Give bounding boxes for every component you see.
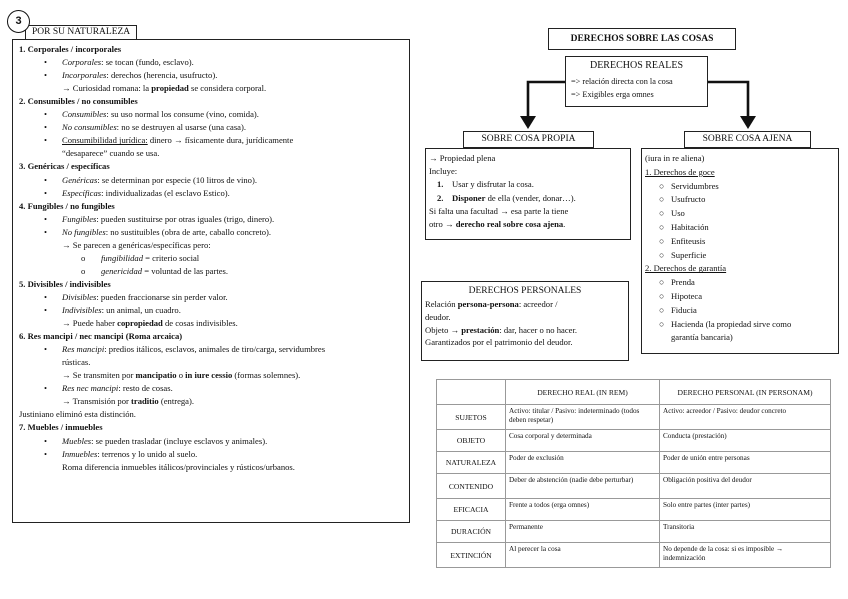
table-row [437, 474, 831, 499]
text-run: → Puede haber [62, 318, 118, 329]
section-heading [19, 331, 182, 341]
list-item [659, 318, 792, 329]
derechos-reales-line2: => Exigibles erga omnes [571, 90, 654, 99]
text-run: : se determinan por especie (10 litros de vino). [97, 174, 257, 185]
text-run: prestación [461, 324, 500, 335]
text-run: Hacienda (la propiedad sirve como [671, 318, 792, 329]
table-cell: No depende de la cosa: si es imposible → indemnización [660, 543, 831, 568]
bullet-marker: • [44, 226, 48, 237]
text-run: → Transmisión por [62, 396, 132, 407]
text-run: Genéricas [62, 174, 98, 185]
table-column-header: DERECHO REAL (IN REM) [506, 380, 660, 405]
table-cell: Cosa corporal y determinada [506, 430, 660, 452]
text-run: 2. Consumibles / no consumibles [19, 96, 138, 107]
cosa-propia-box [425, 148, 631, 240]
derechos-personales-box [421, 281, 629, 361]
text-run: Consumibilidad jurídica: [62, 135, 148, 146]
text-run: : un animal, un cuadro. [101, 305, 181, 315]
table-row [437, 430, 831, 452]
list-item [62, 240, 211, 250]
bullet-marker: • [44, 70, 48, 81]
text-run: : terrenos y lo unido al suelo. [97, 448, 198, 459]
section-heading [19, 422, 103, 432]
list-item [429, 166, 457, 176]
table-row [437, 405, 831, 430]
text-run: Disponer [452, 192, 486, 203]
text-run: Superficie [671, 249, 707, 260]
text-run: se considera corporal. [188, 83, 267, 94]
table-corner-cell [437, 380, 506, 405]
text-run: derecho real sobre cosa ajena [455, 219, 564, 229]
text-run: : se pueden trasladar (incluye esclavos y animales). [91, 435, 268, 446]
table-row [437, 452, 831, 474]
text-run: : individualizadas (el esclavo Estico). [101, 187, 230, 198]
list-item [425, 299, 557, 309]
circle-bullet-marker: ○ [659, 249, 665, 260]
list-item [62, 462, 295, 472]
list-item [429, 153, 495, 163]
text-run: No consumibles [62, 122, 117, 133]
list-item [62, 357, 90, 367]
text-run: 6. Res mancipi / nec mancipi (Roma arcaica) [19, 331, 183, 342]
list-item [659, 304, 697, 315]
bullet-marker: • [44, 174, 48, 185]
comparison-table [436, 379, 831, 568]
text-run: 1. Corporales / incorporales [19, 44, 122, 54]
reales-arrows [500, 60, 800, 140]
text-run: → Se transmiten por [62, 370, 136, 381]
text-run: rústicas. [62, 357, 91, 368]
circle-bullet-marker: ○ [659, 318, 665, 329]
bullet-marker: • [44, 448, 48, 459]
table-row-label: NATURALEZA [437, 452, 506, 474]
text-run: Si falta una facultad → esa parte la tiene [429, 205, 569, 216]
table-row-label: EFICACIA [437, 499, 506, 521]
text-run: 5. Divisibles / indivisibles [19, 278, 111, 289]
list-item [44, 448, 198, 459]
list-item [44, 344, 326, 355]
bullet-marker: • [44, 435, 48, 446]
text-run: = criterio social [143, 252, 200, 263]
table-cell: Al perecer la cosa [506, 543, 660, 568]
circle-bullet-marker: o [81, 252, 86, 263]
list-item [659, 194, 706, 205]
text-run: Uso [671, 208, 685, 219]
table-cell: Transitoria [660, 521, 831, 543]
circle-bullet-marker: ○ [659, 180, 665, 191]
text-run: (formas solemnes). [232, 370, 301, 381]
text-run: No fungibles [62, 226, 106, 237]
list-item [425, 337, 572, 347]
list-item [44, 135, 294, 146]
text-run: Roma diferencia inmuebles itálicos/provinciales y rústicos/urbanos. [62, 461, 295, 472]
bullet-marker: • [44, 291, 48, 302]
text-run: → Curiosidad romana: la [62, 83, 152, 94]
text-run: 4. Fungibles / no fungibles [19, 200, 115, 211]
text-run: Fungibles [62, 213, 97, 224]
text-run: 3. Genéricas / específicas [19, 161, 110, 172]
text-run: Divisibles [62, 291, 97, 302]
text-run: Objeto → [425, 324, 462, 335]
text-run: fungibilidad [101, 252, 144, 263]
circle-bullet-marker: o [81, 265, 86, 276]
table-cell: Solo entre partes (inter partes) [660, 499, 831, 521]
text-run: Consumibles [62, 109, 107, 120]
text-run: genericidad [101, 265, 143, 276]
table-row [437, 499, 831, 521]
circle-bullet-marker: ○ [659, 194, 665, 205]
circle-bullet-marker: ○ [659, 304, 665, 315]
table-cell: Permanente [506, 521, 660, 543]
text-run: propiedad [151, 83, 189, 94]
derechos-cosas-title: DERECHOS SOBRE LAS COSAS [548, 28, 736, 50]
text-run: (entrega). [158, 396, 195, 407]
text-run: : no sustituibles (obra de arte, caballo concreto). [105, 226, 272, 237]
cosa-ajena-header: SOBRE COSA AJENA [684, 131, 811, 148]
table-row [437, 521, 831, 543]
text-run: de ella (vender, donar…). [485, 192, 576, 203]
list-item [645, 153, 704, 163]
text-run: Corporales [62, 57, 102, 68]
text-run: dinero → físicamente dura, jurídicamente [147, 135, 294, 146]
cosa-ajena-box [641, 148, 839, 354]
bullet-marker: • [44, 122, 48, 133]
bullet-marker: • [44, 187, 48, 198]
bullet-marker: • [44, 305, 48, 315]
table-cell: Frente a todos (erga omnes) [506, 499, 660, 521]
list-item [62, 370, 300, 380]
list-item [62, 83, 266, 93]
list-item [19, 409, 136, 419]
derechos-personales-content [425, 299, 626, 358]
text-run: : no se destruyen al usarse (una casa). [116, 122, 247, 133]
bullet-marker: • [44, 57, 48, 68]
bullet-marker: • [44, 344, 48, 355]
list-item [44, 109, 259, 120]
text-run: otro → [429, 219, 456, 229]
list-item [44, 226, 272, 237]
table-row-label: EXTINCIÓN [437, 543, 506, 568]
circle-bullet-marker: ○ [659, 277, 665, 288]
bullet-marker: • [44, 135, 48, 146]
text-run: Garantizados por el patrimonio del deudor. [425, 337, 573, 348]
text-run: Servidumbres [671, 180, 719, 191]
list-item [437, 179, 534, 190]
text-run: Inmuebles [62, 448, 98, 459]
number-marker: 2. [437, 192, 444, 203]
text-run: : su uso normal los consume (vino, comida). [106, 109, 259, 120]
circle-bullet-marker: ○ [659, 235, 665, 246]
text-run: : pueden sustituirse por otras iguales (trigo, dinero). [96, 213, 275, 224]
table-cell: Activo: acreedor / Pasivo: deudor concreto [660, 405, 831, 430]
list-item [429, 219, 565, 229]
list-item [671, 332, 733, 342]
text-run: : acreedor / [518, 299, 558, 309]
list-item [62, 396, 194, 406]
text-run: : dar, hacer o no hacer. [499, 324, 578, 335]
circle-bullet-marker: ○ [659, 222, 665, 232]
table-cell: Poder de unión entre personas [660, 452, 831, 474]
text-run: Incorporales [62, 70, 107, 81]
table-cell: Obligación positiva del deudor [660, 474, 831, 499]
list-item [425, 312, 451, 322]
table-row-label: CONTENIDO [437, 474, 506, 499]
table-column-header: DERECHO PERSONAL (IN PERSONAM) [660, 380, 831, 405]
text-run: Específicas [62, 187, 102, 198]
text-run: : derechos (herencia, usufructo). [106, 70, 218, 81]
list-item [659, 235, 706, 246]
text-run: Relación [425, 299, 458, 309]
table-cell: Conducta (prestación) [660, 430, 831, 452]
bullet-marker: • [44, 109, 48, 120]
text-run: : se tocan (fundo, esclavo). [101, 57, 194, 68]
cosa-propia-header: SOBRE COSA PROPIA [463, 131, 594, 148]
text-run: . [563, 219, 566, 229]
text-run: 1. Derechos de goce [645, 166, 715, 177]
list-item [44, 187, 230, 198]
section-heading [19, 96, 138, 106]
list-item [44, 383, 173, 394]
table-row-label: DURACIÓN [437, 521, 506, 543]
text-run: mancipatio [135, 370, 177, 381]
list-item [645, 263, 726, 273]
text-run: : resto de cosas. [118, 383, 173, 394]
list-item [44, 174, 257, 185]
arrow-right-head [740, 116, 756, 129]
arrow-right-line [708, 82, 748, 118]
list-item [645, 167, 715, 177]
circle-bullet-marker: ○ [659, 208, 665, 219]
text-run: Justiniano eliminó esta distinción. [19, 409, 136, 420]
text-run: : pueden fraccionarse sin perder valor. [96, 291, 228, 302]
table-body [437, 405, 831, 568]
text-run: : predios itálicos, esclavos, animales de tiro/carga, servidumbres [104, 344, 326, 355]
text-run: in iure cessio [185, 370, 233, 381]
list-item [44, 305, 181, 315]
text-run: copropiedad [117, 318, 163, 329]
list-item [425, 325, 577, 335]
section-heading [19, 279, 111, 289]
arrow-left-head [520, 116, 536, 129]
list-item [437, 192, 576, 203]
list-item [44, 70, 218, 81]
text-run: garantía bancaria) [671, 332, 733, 343]
list-item [44, 122, 247, 133]
text-run: Hipoteca [671, 291, 703, 301]
text-run: Res mancipi [62, 344, 105, 355]
text-run: Muebles [62, 435, 92, 446]
list-item [62, 148, 159, 158]
text-run: de cosas indivisibles. [162, 318, 238, 329]
naturaleza-content [19, 44, 405, 518]
table-cell: Activo: titular / Pasivo: indeterminado (todos deben respetar) [506, 405, 660, 430]
list-item [659, 208, 685, 219]
bullet-marker: • [44, 213, 48, 224]
section-heading [19, 201, 115, 211]
list-item [44, 435, 268, 446]
list-item [429, 206, 568, 216]
circle-bullet-marker: ○ [659, 291, 665, 301]
list-item [659, 277, 695, 288]
text-run: 2. Derechos de garantía [645, 263, 727, 274]
table-row-label: OBJETO [437, 430, 506, 452]
number-marker: 1. [437, 179, 444, 190]
text-run: Usar y disfrutar la cosa. [452, 179, 534, 190]
derechos-personales-title: DERECHOS PERSONALES [468, 286, 582, 296]
table-cell: Deber de abstención (nadie debe perturbar) [506, 474, 660, 499]
table-cell: Poder de exclusión [506, 452, 660, 474]
table-row-label: SUJETOS [437, 405, 506, 430]
text-run: → Se parecen a genéricas/específicas pero: [62, 239, 211, 250]
list-item [659, 249, 707, 260]
text-run: Indivisibles [62, 305, 102, 315]
list-item [81, 265, 229, 276]
list-item [62, 318, 238, 328]
list-item [659, 291, 703, 301]
cosa-propia-content [429, 153, 628, 237]
naturaleza-title: POR SU NATURALEZA [25, 25, 137, 39]
derechos-reales-title: DERECHOS REALES [589, 60, 684, 71]
text-run: → Propiedad plena [429, 153, 496, 163]
text-run: deudor. [425, 311, 451, 322]
list-item [659, 222, 709, 232]
list-item [44, 291, 228, 302]
text-run: Enfiteusis [671, 235, 706, 246]
derechos-reales-line1: => relación directa con la cosa [571, 77, 673, 86]
bullet-marker: • [44, 383, 48, 394]
text-run: o [176, 370, 186, 381]
text-run: Habitación [671, 222, 709, 232]
section-heading [19, 44, 121, 54]
text-run: traditio [131, 396, 159, 407]
text-run: Res nec mancipi [62, 383, 119, 394]
text-run: “desaparece” cuando se usa. [62, 148, 160, 159]
table-row [437, 543, 831, 568]
text-run: 7. Muebles / inmuebles [19, 422, 103, 433]
section-heading [19, 161, 110, 171]
list-item [659, 180, 719, 191]
list-item [44, 57, 194, 68]
cosa-ajena-content [645, 153, 836, 351]
arrow-left-line [528, 82, 565, 118]
list-item [81, 252, 200, 263]
text-run: Fiducia [671, 304, 697, 315]
text-run: persona-persona [457, 299, 519, 309]
text-run: = voluntad de las partes. [142, 265, 229, 276]
text-run: Usufructo [671, 194, 706, 205]
naturaleza-panel [12, 39, 410, 523]
list-item [44, 213, 275, 224]
text-run: Incluye: [429, 166, 458, 177]
section-number-badge: 3 [7, 10, 30, 33]
text-run: (iura in re aliena) [645, 153, 705, 163]
table-header-row [437, 380, 831, 405]
text-run: Prenda [671, 277, 695, 288]
